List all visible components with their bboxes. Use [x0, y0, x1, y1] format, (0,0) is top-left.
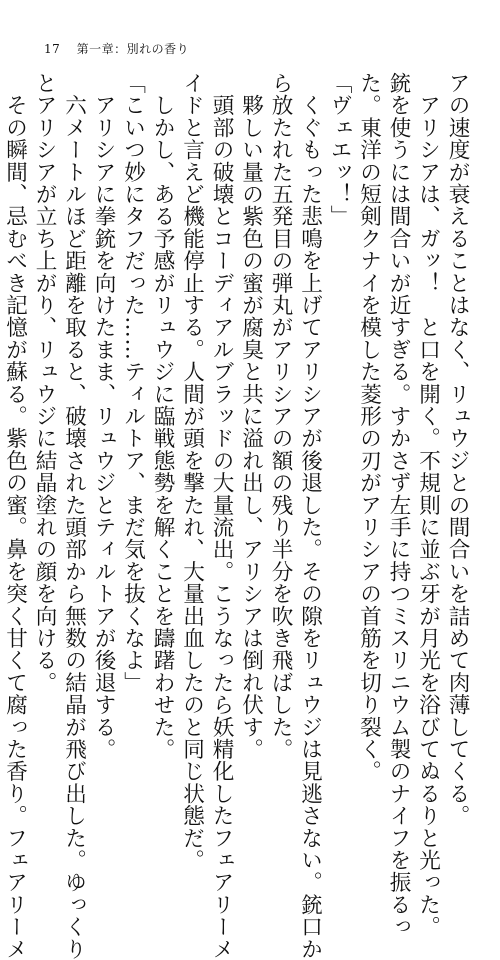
text-line: 夥しい量の紫色の蜜が腐臭と共に溢れ出し、アリシアは倒れ伏す。	[238, 72, 264, 761]
text-line: イドと言えど機能停止する。人間が頭を撃たれ、大量出血したのと同じ状態だ。	[179, 72, 205, 872]
text-line: アの速度が衰えることはなく、リュウジとの間合いを詰めて肉薄してくる。	[445, 72, 470, 827]
text-line: しかし、ある予感がリュウジに臨戦態勢を解くことを躊躇わせた。	[150, 72, 175, 761]
text-line: アリシアに拳銃を向けたまま、リュウジとティルトアが後退する。	[91, 72, 116, 761]
text-line: くぐもった悲鳴を上げてアリシアが後退した。その隙をリュウジは見逃さない。銃口か	[297, 72, 323, 960]
text-line: 「こいつ妙にタフだった……ティルトア、まだ気を抜くなよ」	[120, 72, 146, 694]
text-line: 六メートルほど距離を取ると、破壊された頭部から無数の結晶が飛び出した。ゆっくり	[61, 72, 87, 960]
chapter-title: 第一章：別れの香り	[76, 42, 190, 56]
text-line: た。東洋の短剣クナイを模した菱形の刃がアリシアの首筋を切り裂く。	[356, 72, 382, 783]
page-number: 17	[44, 42, 61, 56]
text-line: その瞬間、忌むべき記憶が蘇る。紫色の蜜。鼻を突く甘くて腐った香り。フェアリーメ	[2, 72, 28, 960]
text-line: アリシアは、ガッ！ と口を開く。不規則に並ぶ牙が月光を浴びてぬるりと光った。	[415, 72, 441, 938]
text-line: 頭部の破壊とコーディアルブラッドの大量流出。こうなったら妖精化したフェアリーメ	[209, 72, 234, 960]
body-text	[2, 72, 472, 960]
text-line: 銃を使うには間合いが近すぎる。すかさず左手に持つミスリニウム製のナイフを振るっ	[386, 72, 411, 938]
text-line: とアリシアが立ち上がり、リュウジに結晶塗れの顔を向ける。	[32, 72, 57, 694]
running-header	[44, 40, 189, 57]
text-line: ら放たれた五発目の弾丸がアリシアの額の残り半分を吹き飛ばした。	[268, 72, 293, 761]
text-line: 「ヴェエッ！」	[327, 72, 352, 228]
